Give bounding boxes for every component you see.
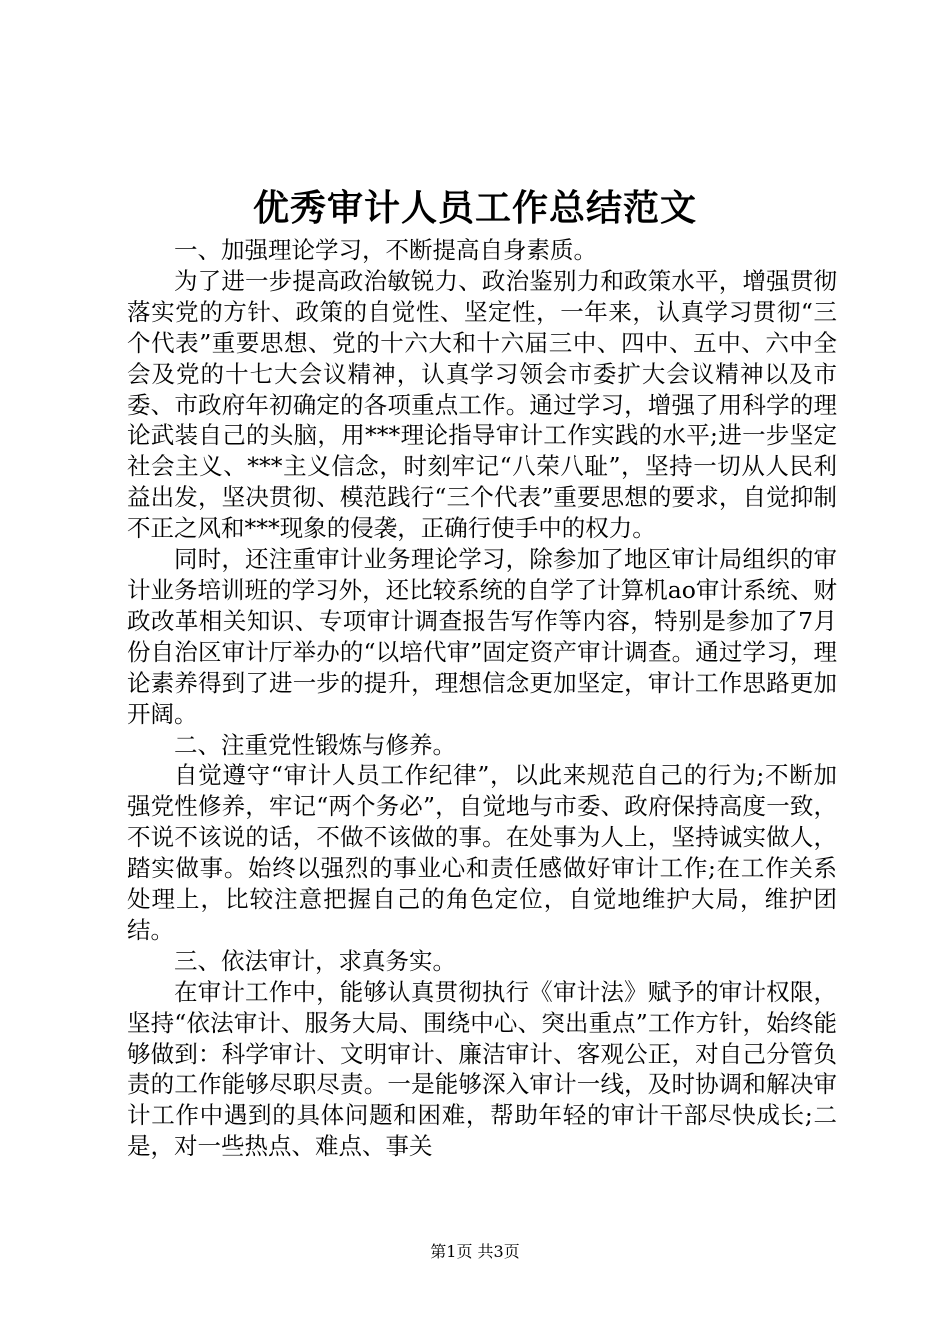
document-body	[127, 235, 837, 1162]
paragraph: 自觉遵守“审计人员工作纪律”，以此来规范自己的行为;不断加强党性修养，牢记“两个务必”，自觉地与市委、政府保持高度一致，不说不该说的话，不做不该做的事。在处事为人上，坚持诚实做人，踏实做事。始终以强烈的事业心和责任感做好审计工作;在工作关系处理上，比较注意把握自己的角色定位，自觉地维护大局，维护团结。	[127, 761, 837, 944]
paragraph: 为了进一步提高政治敏锐力、政治鉴别力和政策水平，增强贯彻落实党的方针、政策的自觉性、坚定性，一年来，认真学习贯彻“三个代表”重要思想、党的十六大和十六届三中、四中、五中、六中全会及党的十七大会议精神，认真学习领会市委扩大会议精神以及市委、市政府年初确定的各项重点工作。通过学习，增强了用科学的理论武装自己的头脑，用***理论指导审计工作实践的水平;进一步坚定社会主义、***主义信念，时刻牢记“八荣八耻”，坚持一切从人民利益出发，坚决贯彻、模范践行“三个代表”重要思想的要求，自觉抑制不正之风和***现象的侵袭，正确行使手中的权力。	[127, 266, 837, 543]
section-heading-1: 一、加强理论学习，不断提高自身素质。	[174, 236, 597, 264]
section-heading-3: 三、依法审计，求真务实。	[174, 946, 456, 975]
section-heading-2: 二、注重党性锻炼与修养。	[174, 730, 456, 759]
paragraph: 同时，还注重审计业务理论学习，除参加了地区审计局组织的审计业务培训班的学习外，还比较系统的自学了计算机ao审计系统、财政改革相关知识、专项审计调查报告写作等内容，特别是参加了7月份自治区审计厅举办的“以培代审”固定资产审计调查。通过学习，理论素养得到了进一步的提升，理想信念更加坚定，审计工作思路更加开阔。	[127, 545, 837, 728]
page-number-footer: 第1页 共3页	[430, 1242, 520, 1261]
document-title: 优秀审计人员工作总结范文	[252, 187, 697, 229]
paragraph: 在审计工作中，能够认真贯彻执行《审计法》赋予的审计权限，坚持“依法审计、服务大局、围绕中心、突出重点”工作方针，始终能够做到：科学审计、文明审计、廉洁审计、客观公正，对自己分管负责的工作能够尽职尽责。一是能够深入审计一线，及时协调和解决审计工作中遇到的具体问题和困难，帮助年轻的审计干部尽快成长;二是，对一些热点、难点、事关	[127, 977, 837, 1161]
